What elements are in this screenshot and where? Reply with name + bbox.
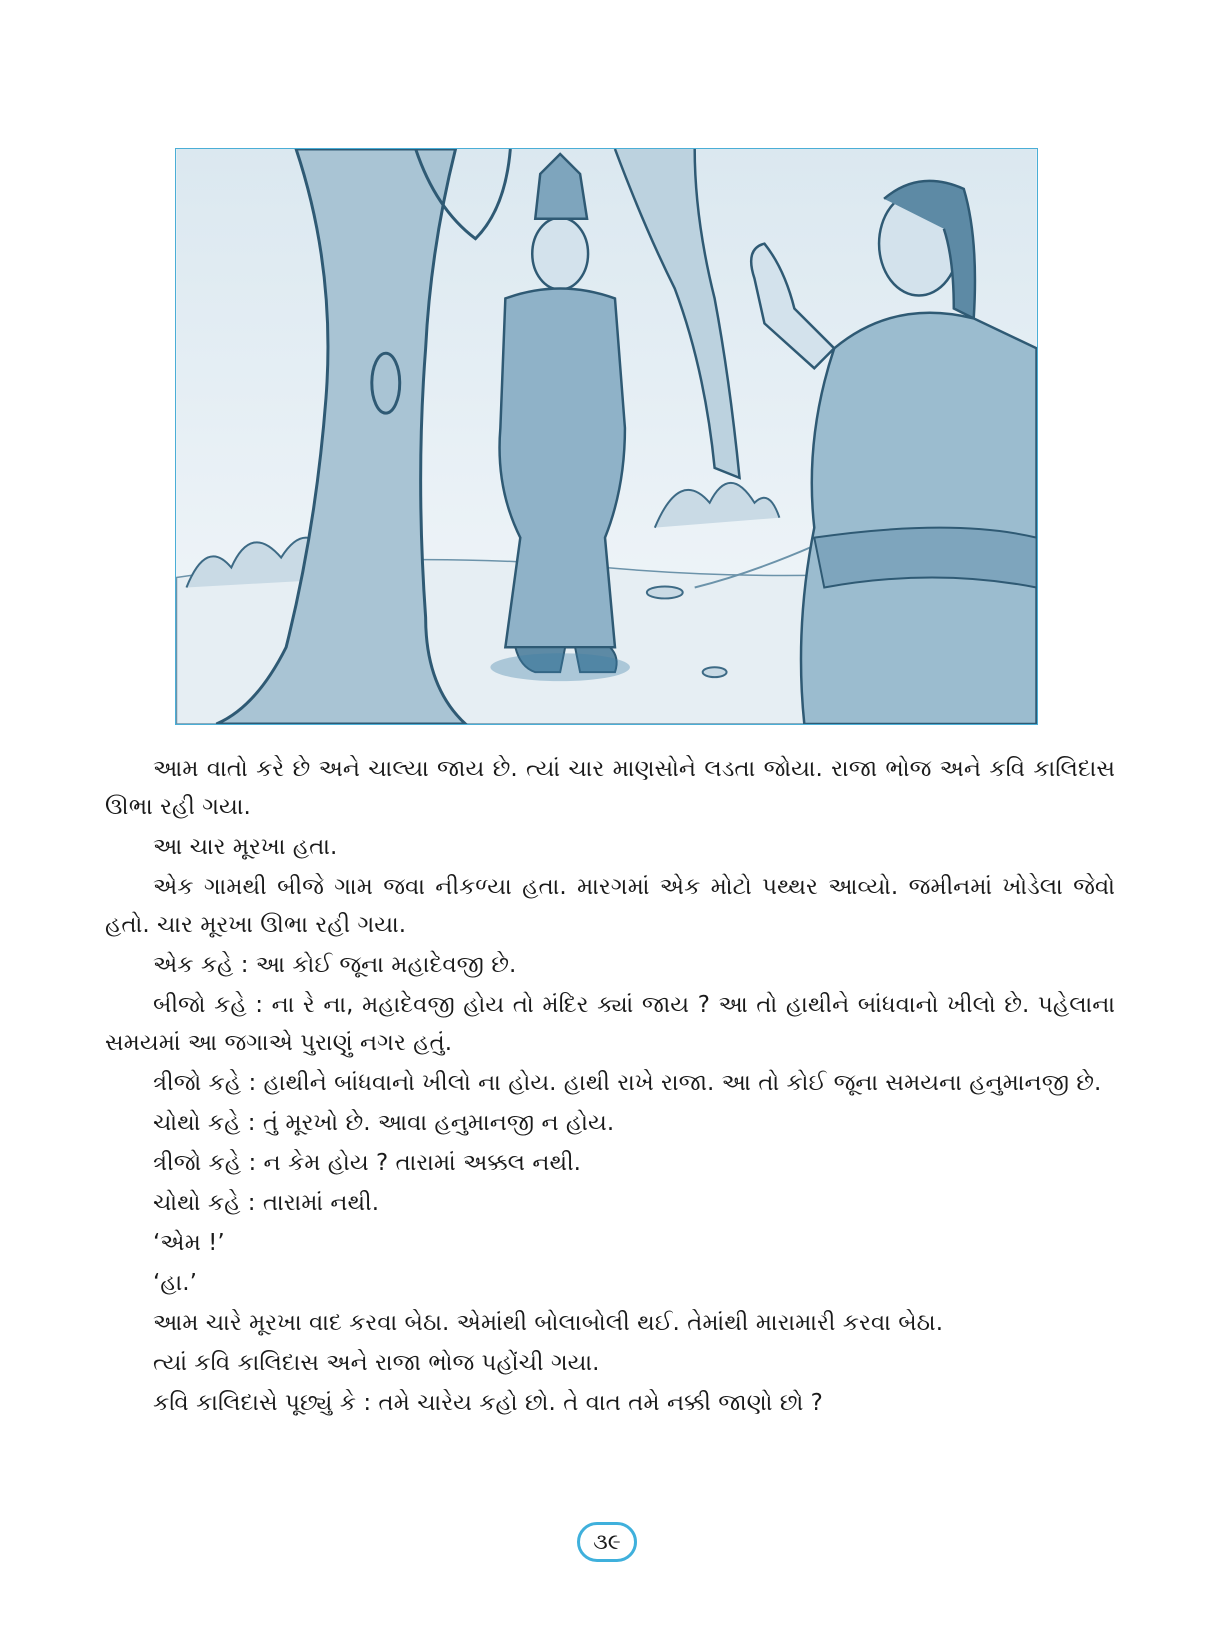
paragraph: આમ ચારે મૂરખા વાદ કરવા બેઠા. એમાંથી બોલાબોલી થઈ. તેમાંથી મારામારી કરવા બેઠા. [153,1310,944,1336]
paragraph: ત્રીજો કહે : ન કેમ હોય ? તારામાં અક્કલ નથી. [153,1150,581,1176]
paragraph: આમ વાતો કરે છે અને ચાલ્યા જાય છે. ત્યાં ચાર માણસોને લડતા જોયા. રાજા ભોજ અને કવિ કાલિદાસ ઊભા રહી ગયા. [105,756,1115,820]
page-number: ૩૯ [577,1522,637,1562]
paragraph: ત્યાં કવિ કાલિદાસ અને રાજા ભોજ પહોંચી ગયા. [153,1350,600,1376]
paragraph: ત્રીજો કહે : હાથીને બાંધવાનો ખીલો ના હોય. હાથી રાખે રાજા. આ તો કોઈ જૂના સમયના હનુમાનજી છે. [153,1070,1102,1096]
paragraph: ચોથો કહે : તું મૂરખો છે. આવા હનુમાનજી ન હોય. [153,1110,615,1136]
paragraph: આ ચાર મૂરખા હતા. [153,834,338,860]
paragraph: કવિ કાલિદાસે પૂછ્યું કે : તમે ચારેય કહો છો. તે વાત તમે નક્કી જાણો છો ? [153,1390,823,1416]
paragraph: ‘હા.’ [153,1270,197,1296]
paragraph: એક ગામથી બીજે ગામ જવા નીકળ્યા હતા. મારગમાં એક મોટો પથ્થર આવ્યો. જમીનમાં ખોડેલા જેવો હતો. ચાર મૂરખા ઊભા રહી ગયા. [105,874,1115,938]
forest-scene-drawing [176,149,1037,724]
paragraph: ચોથો કહે : તારામાં નથી. [153,1190,380,1216]
story-text [105,750,1115,1424]
paragraph: બીજો કહે : ના રે ના, મહાદેવજી હોય તો મંદિર ક્યાં જાય ? આ તો હાથીને બાંધવાનો ખીલો છે. પહેલાના સમયમાં આ જગાએ પુરાણું નગર હતું. [105,992,1115,1056]
paragraph: એક કહે : આ કોઈ જૂના મહાદેવજી છે. [153,952,517,978]
story-illustration [175,148,1038,725]
paragraph: ‘એમ !’ [153,1230,225,1256]
